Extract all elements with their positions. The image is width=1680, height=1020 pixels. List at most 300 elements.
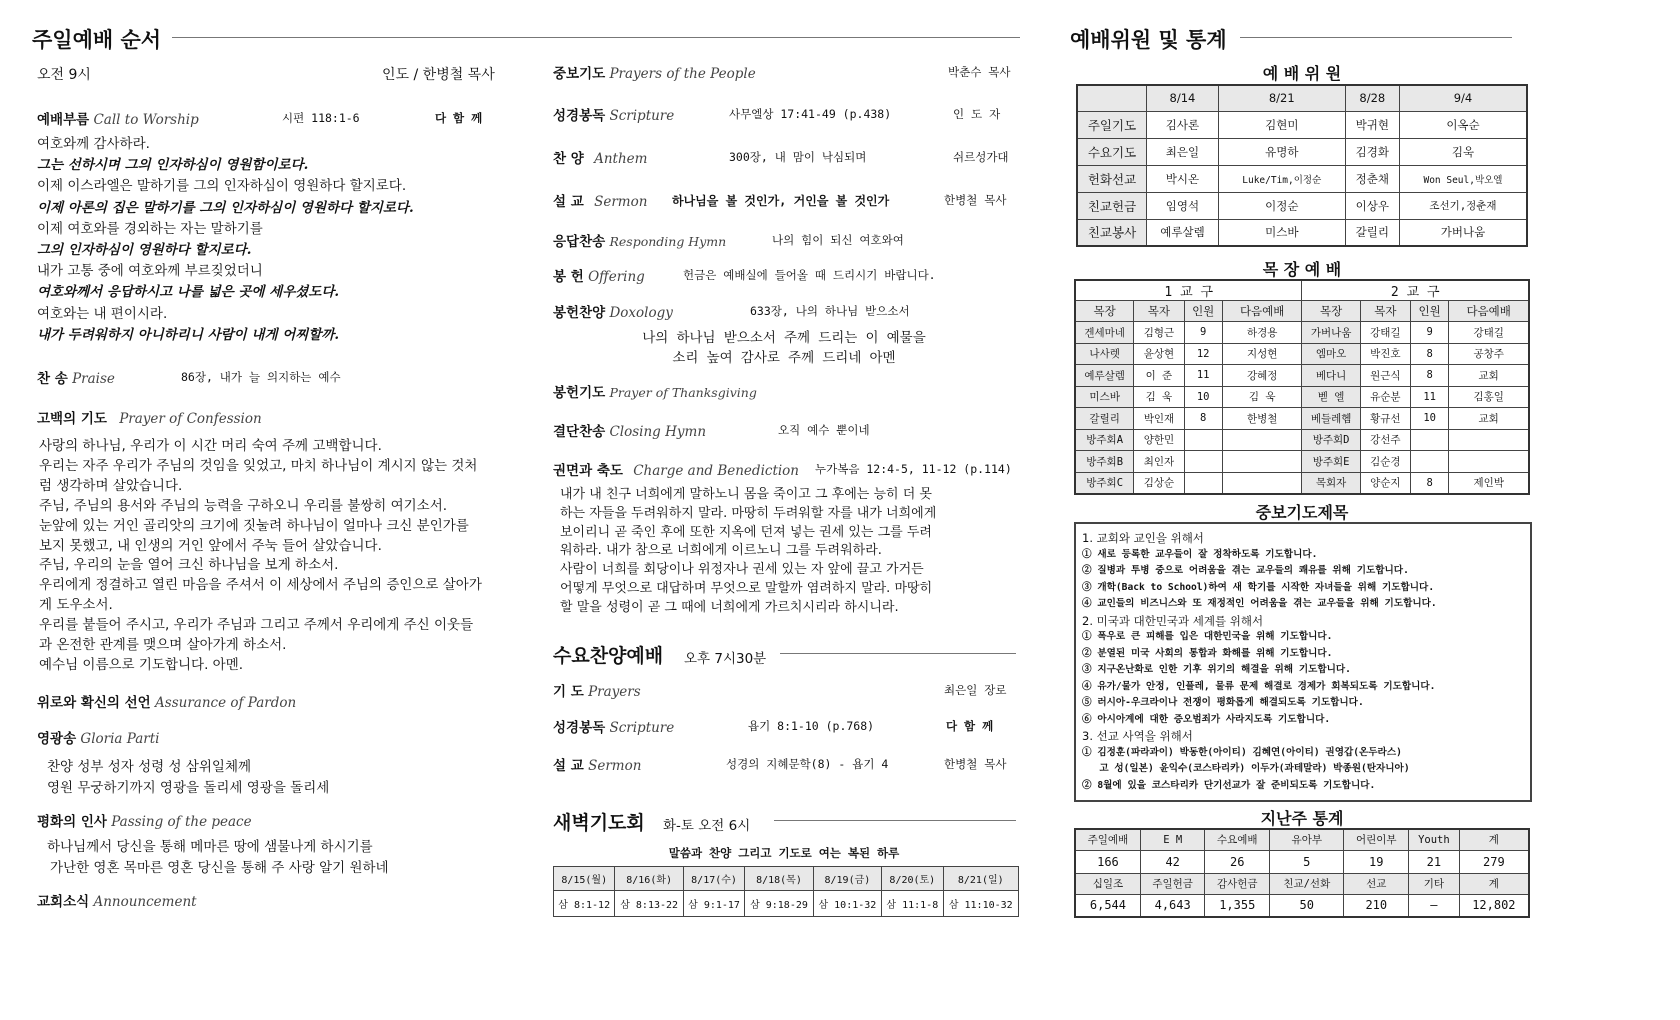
item-en: Call to Worship: [93, 112, 199, 128]
confession-item: [37, 407, 262, 427]
item-ko: 봉 헌: [553, 269, 584, 285]
table-cell: 유순분: [1360, 386, 1410, 408]
doxology-item: [553, 301, 673, 321]
table-cell: 베들레헴: [1302, 408, 1360, 430]
scripture-line: 할 말을 성령이 곧 그 때에 너희에게 가르치시리라 하시니라.: [560, 599, 899, 615]
item-ko: 영광송: [37, 731, 77, 747]
table-cell: [1222, 451, 1302, 473]
table-cell: 이상우: [1345, 192, 1399, 219]
table-cell: 박시온: [1147, 165, 1219, 192]
table-cell: [1184, 472, 1222, 494]
table-cell: 미스바: [1075, 386, 1134, 408]
thanksgiving-item: [553, 381, 757, 401]
table-header-cell: 인원: [1184, 301, 1222, 322]
prayer-line: 눈앞에 있는 거인 골리앗의 크기에 짓눌려 하나님이 얼마나 크신 분인가를: [39, 517, 469, 534]
intercession-heading: 3. 선교 사역을 위해서: [1082, 729, 1193, 743]
scripture-line: 워하라. 내가 참으로 너희에게 이르노니 그를 두려워하라.: [560, 543, 882, 559]
benediction-text: [560, 486, 1008, 618]
scripture-line: 내가 내 친구 너희에게 말하노니 몸을 죽이고 그 후에는 능히 더 못: [560, 487, 932, 502]
reading-line: 이제 여호와를 경외하는 자는 말하기를: [37, 220, 263, 237]
table-cell: [1184, 429, 1222, 451]
table-cell: 황규선: [1360, 408, 1410, 430]
intercession-heading: 2. 미국과 대한민국과 세계를 위해서: [1082, 613, 1264, 628]
table-header-cell: 8/17(수): [683, 867, 744, 891]
table-header-cell: 목자: [1360, 301, 1410, 322]
scripture-line: 하는 자들을 두려워하지 말라. 마땅히 두려워할 자를 내가 너희에게: [560, 505, 937, 521]
dawn-schedule-table: [553, 866, 1019, 917]
table-cell: 한병철: [1222, 408, 1302, 430]
table-header-cell: 목장: [1075, 301, 1134, 322]
table-cell: [1449, 451, 1529, 473]
table-row: [1075, 451, 1529, 473]
section-title-sunday: 주일예배 순서: [32, 28, 162, 52]
table-cell: 삼 8:13-22: [615, 891, 683, 917]
lyric-line: 소리 높여 감사로 주께 드리네 아멘: [672, 350, 896, 366]
table-cell: 제인박: [1449, 472, 1529, 494]
table-cell: 예루살렘: [1075, 365, 1134, 387]
table-cell: 김상순: [1134, 472, 1184, 494]
item-who: 박춘수 목사: [948, 65, 1011, 79]
table-cell: 강선주: [1360, 429, 1410, 451]
offering-item: [553, 265, 645, 285]
table-cell: 강태길: [1360, 322, 1410, 344]
responding-hymn-item: [553, 230, 726, 250]
table-cell: 6,544: [1075, 894, 1140, 917]
intercession-item: ④ 교인들의 비즈니스와 또 재정적인 어려움을 겪는 교우들을 위해 기도합니다.: [1082, 598, 1437, 609]
item-en: Sermon: [588, 758, 642, 774]
table-row: [1075, 343, 1529, 365]
lyric-line: 찬양 성부 성자 성령 성 삼위일체께: [47, 759, 252, 775]
table-cell: 방주회C: [1075, 472, 1134, 494]
table-cell: 미스바: [1218, 219, 1345, 246]
table-header-cell: 8/18(목): [745, 867, 813, 891]
table-header-cell: 계: [1459, 829, 1529, 850]
table-cell: 박진호: [1360, 343, 1410, 365]
closing-hymn: 오직 예수 뿐이네: [778, 423, 870, 437]
intercession-item: ② 분열된 미국 사회의 통합과 화해를 위해 기도합니다.: [1082, 647, 1333, 659]
table-header-cell: 목장: [1302, 301, 1360, 322]
table-cell: 이정순: [1218, 192, 1345, 219]
intercession-item: ② 8월에 있을 코스타리카 단기선교가 잘 준비되도록 기도합니다.: [1082, 779, 1376, 791]
table-cell: 최은일: [1147, 138, 1219, 165]
table-cell: 삼 9:18-29: [745, 891, 813, 917]
table-cell: 279: [1459, 850, 1529, 873]
table-cell: Won Seul,박오엘: [1399, 165, 1527, 192]
intercession-box: [1074, 522, 1532, 802]
praise-hymn: 86장, 내가 늘 의지하는 예수: [181, 370, 341, 384]
prayer-line: 럼 생각하며 살았습니다.: [39, 477, 183, 494]
intercession-item: ① 김정훈(파라과이) 박동한(아이티) 김혜연(아이티) 권영갑(온두라스): [1082, 746, 1402, 758]
table-cell: 방주회A: [1075, 429, 1134, 451]
item-who: 인 도 자: [953, 107, 1001, 121]
table-cell: 공창주: [1449, 343, 1529, 365]
table-cell: 김 욱: [1222, 386, 1302, 408]
table-cell: 갈릴리: [1075, 408, 1134, 430]
prayer-line: 우리에게 정결하고 열린 마음을 주셔서 이 세상에서 주님의 증인으로 살아가: [39, 577, 482, 594]
offering-note: 헌금은 예배실에 들어올 때 드리시기 바랍니다.: [683, 268, 936, 282]
table-cell: 이옥순: [1399, 111, 1527, 138]
praise-item: [37, 367, 115, 387]
item-ko: 봉헌기도: [553, 385, 606, 401]
item-en: Responding Hymn: [609, 234, 727, 249]
reading-line: 내가 고통 중에 여호와께 부르짖었더니: [37, 263, 263, 280]
table-cell: 9: [1410, 322, 1448, 344]
item-ko: 설 교: [553, 758, 584, 774]
intercession-item: 고 성(일본) 윤익수(코스타리카) 이두가(과테말라) 박종원(탄자니아): [1082, 763, 1410, 774]
item-ko: 찬 송: [37, 371, 68, 387]
table-cell: [1410, 451, 1448, 473]
announcement-item: [37, 890, 197, 910]
lyric-line: 나의 하나님 받으소서 주께 드리는 이 예물을: [642, 330, 926, 346]
stats-caption: 지난주 통계: [1260, 809, 1344, 828]
table-cell: 나사렛: [1075, 343, 1134, 365]
benediction-ref: 누가복음 12:4-5, 11-12 (p.114): [815, 462, 1012, 476]
table-cell: 예루살렘: [1147, 219, 1219, 246]
item-en: Prayers: [588, 684, 641, 700]
table-cell: 삼 11:1-8: [882, 891, 943, 917]
wed-scripture-ref: 욥기 8:1-10 (p.768): [748, 719, 875, 733]
title-rule: [780, 653, 1016, 654]
table-cell: 1,355: [1205, 894, 1270, 917]
doxology-hymn: 633장, 나의 하나님 받으소서: [750, 304, 910, 318]
item-en: Prayer of Thanksgiving: [609, 385, 757, 400]
reading-line: 내가 두려워하지 아니하리니 사람이 내게 어찌할까.: [37, 326, 340, 343]
title-rule: [172, 37, 1020, 38]
item-en: Anthem: [594, 151, 648, 167]
table-cell: 김경화: [1345, 138, 1399, 165]
table-row: [1075, 429, 1529, 451]
row-header-cell: 주일기도: [1077, 111, 1147, 138]
intercession-caption: 중보기도제목: [1255, 503, 1349, 522]
intercession-item: ③ 개학(Back to School)하여 새 학기를 시작한 자녀들을 위해 기도합니다.: [1082, 581, 1435, 593]
table-cell: 8: [1184, 408, 1222, 430]
table-header-cell: 8/21(일): [943, 867, 1018, 891]
table-cell: 50: [1270, 894, 1344, 917]
table-cell: 12,802: [1459, 894, 1529, 917]
item-en: Doxology: [609, 305, 673, 321]
item-en: Scripture: [609, 720, 675, 736]
item-en: Scripture: [609, 108, 675, 124]
table-cell: 8: [1410, 343, 1448, 365]
prayer-line: 우리를 붙들어 주시고, 우리가 주님과 그리고 주께서 우리에게 주신 이웃들: [39, 617, 474, 634]
doxology-lyrics: [553, 328, 1015, 368]
table-cell: 19: [1344, 850, 1409, 873]
item-en: Praise: [72, 371, 115, 387]
table-header-cell: 주일헌금: [1140, 873, 1205, 894]
table-cell: 166: [1075, 850, 1140, 873]
closing-hymn-item: [553, 420, 706, 440]
scripture-line: 어떻게 무엇으로 대답하며 무엇으로 말할까 염려하지 말라. 마땅히: [560, 580, 933, 596]
table-cell: –: [1409, 894, 1460, 917]
table-cell: 임영석: [1147, 192, 1219, 219]
table-cell: [1449, 429, 1529, 451]
table-cell: 9: [1184, 322, 1222, 344]
table-row: [1075, 322, 1529, 344]
item-ko: 찬 양: [553, 151, 584, 167]
table-cell: [1184, 451, 1222, 473]
table-cell: 겐세마네: [1075, 322, 1134, 344]
wed-sermon-item: [553, 754, 641, 774]
section-title-dawn: 새벽기도회: [553, 812, 645, 834]
table-header-cell: 십일조: [1075, 873, 1140, 894]
table-cell: 정춘채: [1345, 165, 1399, 192]
lyric-line: 하나님께서 당신을 통해 메마른 땅에 샘물나게 하시기를: [47, 839, 373, 855]
intercession-heading: 1. 교회와 교인을 위해서: [1082, 531, 1204, 545]
table-cell: 방주회E: [1302, 451, 1360, 473]
table-header-cell: 인원: [1410, 301, 1448, 322]
table-header-cell: 유아부: [1270, 829, 1344, 850]
table-header-cell: 수요예배: [1205, 829, 1270, 850]
table-header-cell: 8/16(화): [615, 867, 683, 891]
intercession-item: ④ 유가/물가 안정, 인플레, 물류 문제 해결로 경제가 회복되도록 기도합니다.: [1082, 680, 1436, 692]
scripture-line: 사람이 너희를 회당이나 위정자나 권세 있는 자 앞에 끌고 가거든: [560, 562, 924, 578]
item-en: Offering: [588, 269, 645, 285]
reading-line: 이제 이스라엘은 말하기를 그의 인자하심이 영원하다 할지로다.: [37, 178, 407, 195]
table-cell: 8: [1410, 472, 1448, 494]
service-leader: 인도 / 한병철 목사: [382, 67, 495, 83]
intercession-list: [1076, 524, 1530, 794]
row-header-cell: 친교헌금: [1077, 192, 1147, 219]
table-cell: 박인재: [1134, 408, 1184, 430]
table-cell: 삼 9:1-17: [683, 891, 744, 917]
table-header-cell: 다음예배: [1222, 301, 1302, 322]
table-cell: 8: [1410, 365, 1448, 387]
table-cell: 베다니: [1302, 365, 1360, 387]
prayer-line: 사랑의 하나님, 우리가 이 시간 머리 숙여 주께 고백합니다.: [39, 438, 382, 454]
peace-lyrics: [47, 837, 389, 879]
item-ko: 고백의 기도: [37, 411, 107, 427]
table-cell: 엠마오: [1302, 343, 1360, 365]
item-ko: 예배부름: [37, 112, 90, 128]
table-cell: 21: [1409, 850, 1460, 873]
item-ko: 성경봉독: [553, 108, 606, 124]
section-title-wednesday: 수요찬양예배: [553, 645, 664, 667]
sermon-title: 하나님을 볼 것인가, 거인을 볼 것인가: [672, 194, 890, 208]
call-who: 다 함 께: [435, 111, 483, 125]
prayers-people-item: [553, 62, 756, 82]
table-cell: 유명하: [1218, 138, 1345, 165]
reading-line: 여호와께 감사하라.: [37, 136, 150, 152]
item-en: Passing of the peace: [111, 814, 252, 830]
item-who: 한병철 목사: [944, 193, 1007, 207]
committee-table: [1076, 84, 1528, 247]
table-header-cell: [1077, 85, 1147, 111]
item-ko: 기 도: [553, 684, 584, 700]
scripture-line: 보이리니 곧 죽인 후에 또한 지옥에 던져 넣는 권세 있는 그를 두려: [560, 524, 932, 540]
call-responsive-reading: [37, 134, 414, 346]
wed-sermon-title: 성경의 지혜문학(8) - 욥기 4: [726, 757, 889, 771]
lyric-line: 영원 무궁하기까지 영광을 돌리세 영광을 돌리세: [47, 780, 330, 796]
group-header: 2 교 구: [1302, 280, 1529, 301]
item-en: Sermon: [594, 194, 648, 210]
dawn-subtitle: 말씀과 찬양 그리고 기도로 여는 복된 하루: [668, 846, 900, 860]
sermon-item: [553, 190, 647, 210]
committee-caption: 예 배 위 원: [1262, 64, 1342, 83]
intercession-item: ⑥ 아시아계에 대한 증오범죄가 사라지도록 기도합니다.: [1082, 713, 1331, 725]
table-cell: 이 준: [1134, 365, 1184, 387]
table-header-cell: 어린이부: [1344, 829, 1409, 850]
wed-scripture-item: [553, 716, 674, 736]
table-cell: [1222, 429, 1302, 451]
table-cell: 최인자: [1134, 451, 1184, 473]
intercession-item: ① 새로 등록한 교우들이 잘 정착하도록 기도합니다.: [1082, 548, 1318, 560]
responding-hymn: 나의 힘이 되신 여호와여: [772, 233, 904, 247]
table-cell: 김사론: [1147, 111, 1219, 138]
table-header-cell: 8/21: [1218, 85, 1345, 111]
table-cell: 11: [1410, 386, 1448, 408]
table-cell: 김 욱: [1134, 386, 1184, 408]
intercession-item: ⑤ 러시아-우크라이나 전쟁이 평화롭게 해결되도록 기도합니다.: [1082, 697, 1364, 708]
table-header-cell: 다음예배: [1449, 301, 1529, 322]
table-cell: 박귀현: [1345, 111, 1399, 138]
lyric-line: 가난한 영혼 목마른 영혼 당신을 통해 주 사랑 알기 원하네: [50, 860, 389, 876]
table-cell: 가버나움: [1302, 322, 1360, 344]
table-header-cell: 기타: [1409, 873, 1460, 894]
item-en: Gloria Parti: [80, 731, 160, 747]
table-cell: [1410, 429, 1448, 451]
table-cell: 5: [1270, 850, 1344, 873]
item-en: Prayer of Confession: [119, 411, 262, 427]
table-cell: 양순지: [1360, 472, 1410, 494]
row-header-cell: 수요기도: [1077, 138, 1147, 165]
table-cell: 김욱: [1399, 138, 1527, 165]
title-rule: [1240, 37, 1512, 38]
table-cell: 교회: [1449, 408, 1529, 430]
table-header-cell: 계: [1459, 873, 1529, 894]
table-cell: 벧 엘: [1302, 386, 1360, 408]
table-cell: 삼 8:1-12: [554, 891, 615, 917]
item-en: Closing Hymn: [609, 424, 707, 440]
group-header: 1 교 구: [1075, 280, 1302, 301]
table-cell: 강혜정: [1222, 365, 1302, 387]
prayer-line: 우리는 자주 우리가 주님의 것임을 잊었고, 마치 하나님이 계시지 않는 것처: [39, 457, 478, 474]
stats-table: [1074, 828, 1530, 918]
scripture-ref: 사무엘상 17:41-49 (p.438): [729, 107, 892, 121]
table-cell: 11: [1184, 365, 1222, 387]
anthem-item: [553, 147, 647, 167]
intercession-item: ③ 지구온난화로 인한 기후 위기의 해결을 위해 기도합니다.: [1082, 664, 1351, 675]
table-header-cell: 8/14: [1147, 85, 1219, 111]
table-cell: 42: [1140, 850, 1205, 873]
table-cell: 12: [1184, 343, 1222, 365]
table-cell: 삼 10:1-32: [813, 891, 881, 917]
table-cell: 김현미: [1218, 111, 1345, 138]
prayer-line: 주님, 우리의 눈을 열어 크신 하나님을 보게 하소서.: [39, 557, 339, 574]
reading-line: 그는 선하시며 그의 인자하심이 영원함이로다.: [37, 157, 309, 174]
table-header-cell: 8/20(토): [882, 867, 943, 891]
item-ko: 봉헌찬양: [553, 305, 606, 321]
table-cell: 방주회D: [1302, 429, 1360, 451]
call-ref: 시편 118:1-6: [282, 111, 360, 125]
table-cell: 방주회B: [1075, 451, 1134, 473]
table-cell: Luke/Tim,이정순: [1218, 165, 1345, 192]
table-cell: 210: [1344, 894, 1409, 917]
table-header-cell: 선교: [1344, 873, 1409, 894]
prayer-line: 보지 못했고, 내 인생의 거인 앞에서 주눅 들어 살았습니다.: [39, 537, 382, 554]
table-cell: 윤상현: [1134, 343, 1184, 365]
item-ko: 권면과 축도: [553, 463, 623, 479]
table-header-cell: 9/4: [1399, 85, 1527, 111]
table-header-cell: 주일예배: [1075, 829, 1140, 850]
table-cell: 교회: [1449, 365, 1529, 387]
table-cell: 원근식: [1360, 365, 1410, 387]
item-ko: 응답찬송: [553, 234, 606, 250]
reading-line: 이제 아론의 집은 말하기를 그의 인자하심이 영원하다 할지로다.: [37, 199, 414, 216]
table-header-cell: E M: [1140, 829, 1205, 850]
cell-group-caption: 목 장 예 배: [1262, 260, 1342, 279]
benediction-item: [553, 459, 799, 479]
table-row: [1075, 472, 1529, 494]
item-ko: 교회소식: [37, 894, 90, 910]
prayer-line: 게 도우소서.: [39, 597, 113, 614]
pardon-item: [37, 691, 296, 711]
table-header-cell: 8/28: [1345, 85, 1399, 111]
item-who: 최은일 장로: [944, 683, 1007, 697]
table-cell: 10: [1184, 386, 1222, 408]
table-header-cell: 목자: [1134, 301, 1184, 322]
title-rule: [774, 820, 1016, 821]
scripture-item: [553, 104, 674, 124]
prayer-line: 예수님 이름으로 기도합니다. 아멘.: [39, 656, 244, 673]
table-cell: 양한민: [1134, 429, 1184, 451]
prayer-line: 과 온전한 관계를 맺으며 살아가게 하소서.: [39, 637, 287, 654]
prayer-line: 주님, 주님의 용서와 주님의 능력을 구하오니 우리를 불쌍히 여기소서.: [39, 497, 448, 514]
item-en: Prayers of the People: [609, 66, 756, 82]
table-cell: [1222, 472, 1302, 494]
table-header-cell: 8/15(월): [554, 867, 615, 891]
table-cell: 김홍일: [1449, 386, 1529, 408]
reading-line: 여호와께서 응답하시고 나를 넓은 곳에 세우셨도다.: [37, 284, 340, 301]
service-time: 오전 9시: [37, 67, 91, 83]
table-cell: 목회자: [1302, 472, 1360, 494]
item-ko: 설 교: [553, 194, 584, 210]
table-cell: 강태길: [1449, 322, 1529, 344]
dawn-time: 화-토 오전 6시: [663, 818, 751, 834]
table-header-cell: 감사헌금: [1205, 873, 1270, 894]
table-cell: 26: [1205, 850, 1270, 873]
table-cell: 삼 11:10-32: [943, 891, 1018, 917]
item-en: Announcement: [93, 894, 197, 910]
item-ko: 평화의 인사: [37, 814, 107, 830]
cell-group-table: [1074, 279, 1530, 495]
confession-prayer: [39, 437, 501, 676]
wednesday-time: 오후 7시30분: [684, 651, 767, 667]
peace-item: [37, 810, 252, 830]
reading-line: 여호와는 내 편이시라.: [37, 305, 168, 322]
item-ko: 위로와 확신의 선언: [37, 695, 151, 711]
table-cell: 갈릴리: [1345, 219, 1399, 246]
item-who: 쉬르성가대: [953, 150, 1009, 164]
table-cell: 지성현: [1222, 343, 1302, 365]
item-who: 다 함 께: [946, 719, 994, 733]
gloria-lyrics: [47, 757, 329, 799]
item-ko: 결단찬송: [553, 424, 606, 440]
item-en: Assurance of Pardon: [155, 695, 297, 711]
table-header-cell: 친교/선화: [1270, 873, 1344, 894]
table-row: [1075, 386, 1529, 408]
table-cell: 조선기,정춘재: [1399, 192, 1527, 219]
section-title-committee-stats: 예배위원 및 통계: [1070, 28, 1227, 52]
call-to-worship: [37, 108, 199, 128]
table-cell: 김순경: [1360, 451, 1410, 473]
table-cell: 10: [1410, 408, 1448, 430]
table-cell: 하경용: [1222, 322, 1302, 344]
intercession-item: ① 폭우로 큰 피해를 입은 대한민국을 위해 기도합니다.: [1082, 631, 1333, 642]
anthem-hymn: 300장, 내 맘이 낙심되며: [729, 150, 867, 164]
table-header-cell: 8/19(금): [813, 867, 881, 891]
wed-prayer-item: [553, 680, 641, 700]
item-who: 한병철 목사: [944, 757, 1007, 771]
